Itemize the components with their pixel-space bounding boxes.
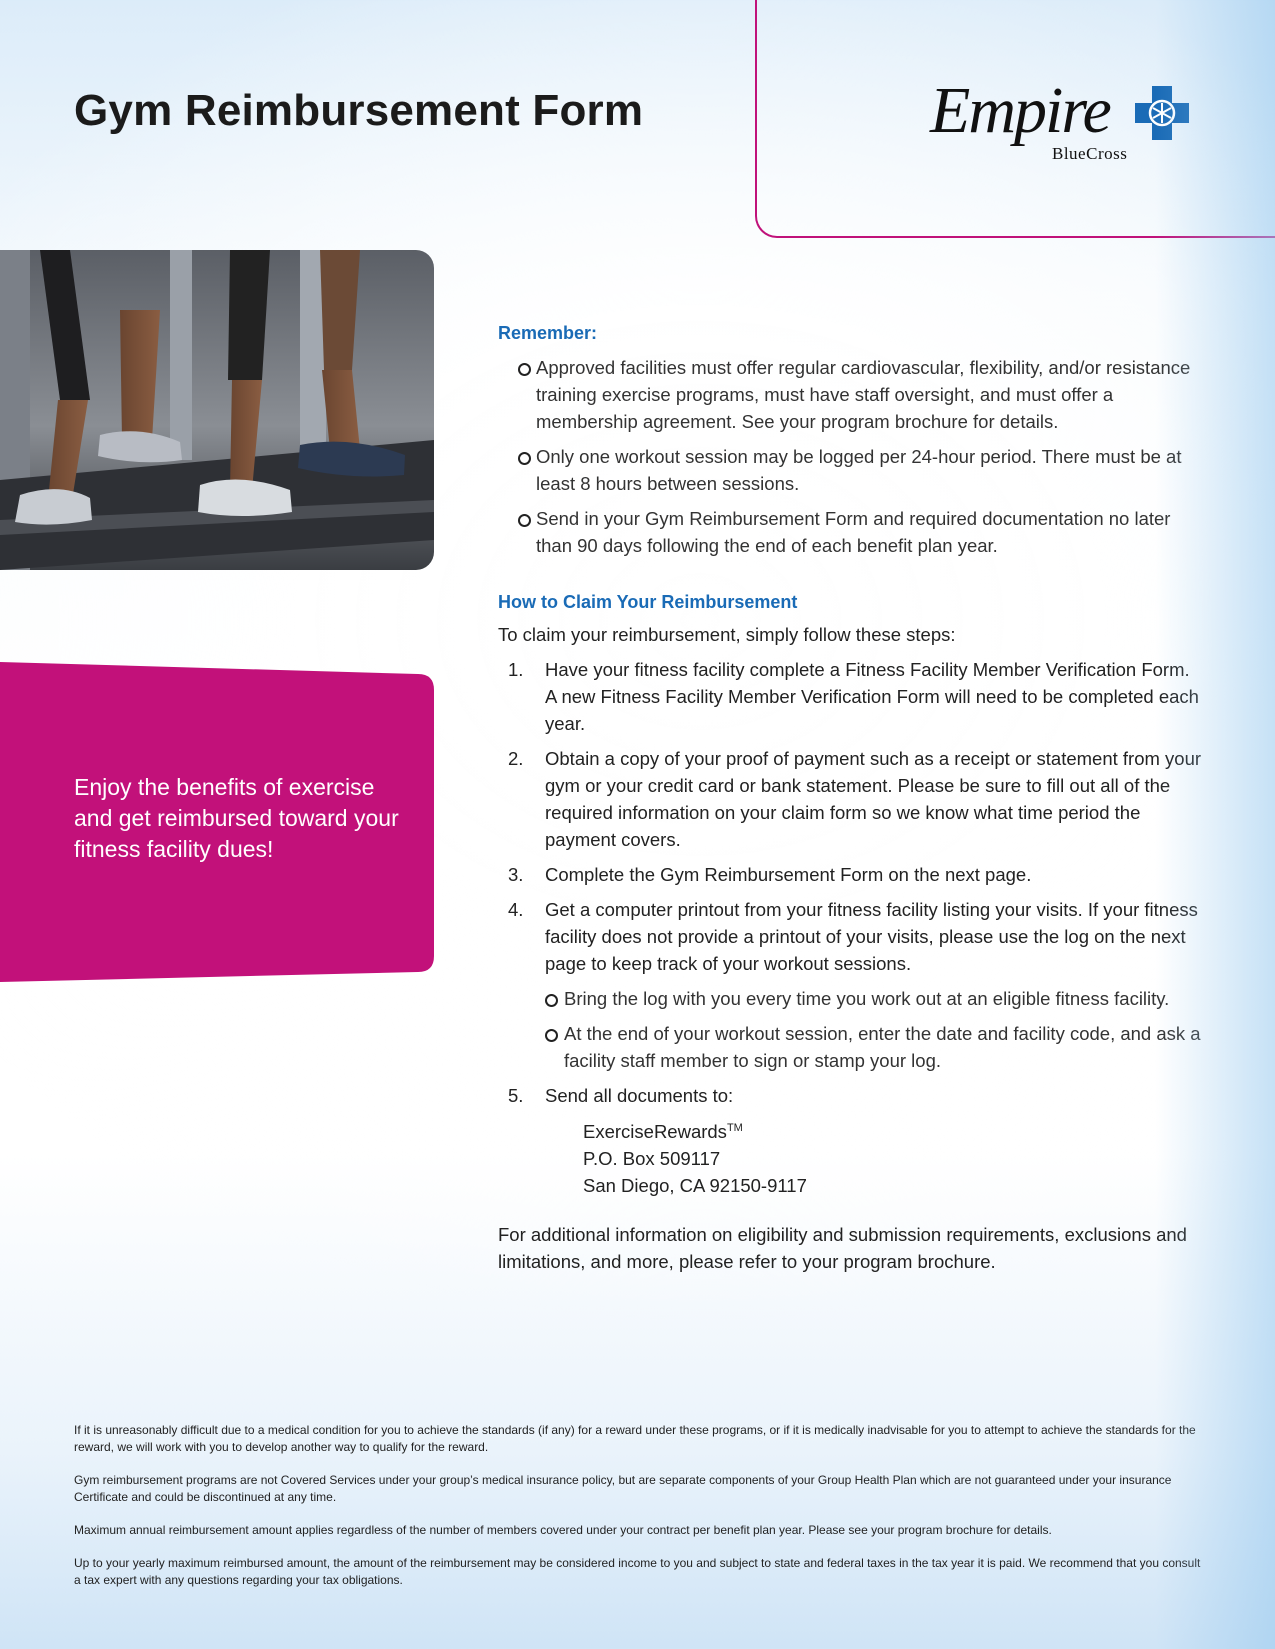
trademark-mark: TM (726, 1122, 743, 1134)
remember-list (498, 354, 1204, 559)
treadmill-photo (0, 250, 434, 570)
step-item (498, 745, 1204, 853)
step-text: Complete the Gym Reimbursement Form on the next page. (545, 864, 1032, 885)
logo-wordmark: Empire (930, 74, 1110, 147)
footnote: If it is unreasonably difficult due to a medical condition for you to achieve the standards (if any) for a reward under these programs, or if it is medically inadvisable for you to attempt to achieve the standards for the reward, we will work with you to develop another way to qualify for the reward. (74, 1423, 1196, 1454)
mailing-address (583, 1115, 1204, 1199)
step-number: 5. (508, 1085, 524, 1106)
sub-list-item: At the end of your workout session, enter the date and facility code, and ask a facility staff member to sign or stamp your log. (545, 1020, 1204, 1074)
step-text: Obtain a copy of your proof of payment such as a receipt or statement from your gym or your credit card or bank statement. Please be sure to fill out all of the required information on your claim form so we know what time period the payment covers. (545, 748, 1202, 850)
empire-bluecross-logo (930, 74, 1200, 168)
sub-list-item: Bring the log with you every time you work out at an eligible fitness facility. (545, 985, 1204, 1012)
step-item (498, 1082, 1204, 1199)
closing-note: For additional information on eligibility and submission requirements, exclusions and limitations, and more, please refer to your program brochure. (498, 1224, 1187, 1273)
step-item (498, 656, 1204, 737)
step-number: 2. (508, 748, 524, 769)
step-4-sublist (545, 985, 1204, 1074)
list-item: Send in your Gym Reimbursement Form and required documentation no later than 90 days following the end of each benefit plan year. (498, 505, 1204, 559)
step-item (498, 896, 1204, 1074)
list-item: Approved facilities must offer regular cardiovascular, flexibility, and/or resistance training exercise programs, must have staff oversight, and must offer a membership agreement. See your program brochure for details. (498, 354, 1204, 435)
list-item: Only one workout session may be logged per 24-hour period. There must be at least 8 hours between sessions. (498, 443, 1204, 497)
footnotes (74, 1422, 1202, 1605)
step-text: Get a computer printout from your fitness facility listing your visits. If your fitness facility does not provide a printout of your visits, please use the log on the next page to keep track of your workout sessions. (545, 899, 1198, 974)
claim-steps (498, 656, 1204, 1199)
step-text: Send all documents to: (545, 1085, 734, 1106)
address-line-2: San Diego, CA 92150-9117 (583, 1175, 807, 1197)
blue-cross-icon (1135, 86, 1189, 140)
address-company: ExerciseRewards (583, 1121, 727, 1143)
claim-intro: To claim your reimbursement, simply follow these steps: (498, 624, 956, 645)
remember-heading: Remember: (498, 323, 598, 343)
address-line-1: P.O. Box 509117 (583, 1148, 721, 1170)
claim-heading: How to Claim Your Reimbursement (498, 592, 798, 612)
step-text: Have your fitness facility complete a Fitness Facility Member Verification Form. A new Fitness Facility Member Verification Form will need to be completed each year. (545, 659, 1199, 734)
footnote: Up to your yearly maximum reimbursed amount, the amount of the reimbursement may be considered income to you and subject to state and federal taxes in the tax year it is paid. We recommend that you consult a tax expert with any questions regarding your tax obligations. (74, 1556, 1201, 1587)
address-name (583, 1115, 1204, 1145)
main-content (498, 323, 1204, 1275)
step-item (498, 861, 1204, 888)
promo-callout (0, 662, 434, 982)
step-number: 4. (508, 899, 524, 920)
page-title: Gym Reimbursement Form (74, 86, 644, 135)
promo-text: Enjoy the benefits of exercise and get reimbursed toward your fitness facility dues! (74, 774, 399, 862)
footnote: Maximum annual reimbursement amount applies regardless of the number of members covered under your contract per benefit plan year. Please see your program brochure for details. (74, 1523, 1052, 1537)
footnote: Gym reimbursement programs are not Covered Services under your group’s medical insurance policy, but are separate components of your Group Health Plan which are not guaranteed under your insurance Certificate and could be discontinued at any time. (74, 1473, 1172, 1504)
step-number: 3. (508, 864, 524, 885)
step-number: 1. (508, 659, 524, 680)
treadmill-photo-illustration (0, 250, 434, 570)
logo-subtitle: BlueCross (1052, 144, 1128, 163)
